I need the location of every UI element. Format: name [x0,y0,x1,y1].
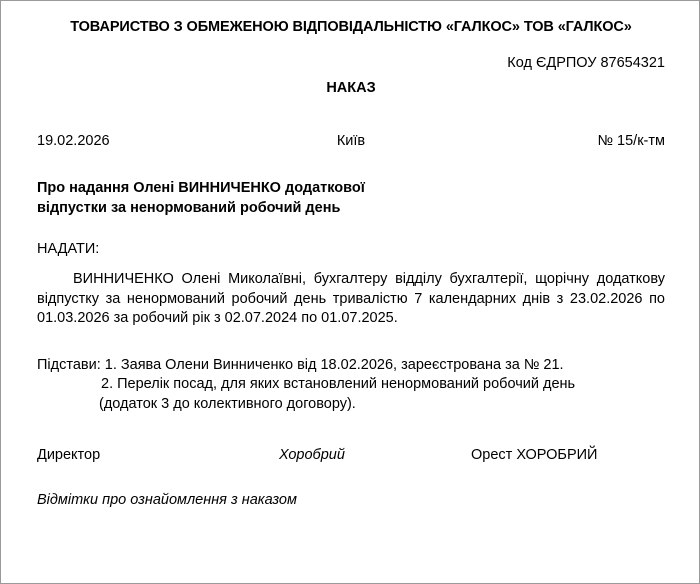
order-command: НАДАТИ: [37,241,100,257]
document-place: Київ [336,133,366,149]
organization-title: ТОВАРИСТВО З ОБМЕЖЕНОЮ ВІДПОВІДАЛЬНІСТЮ «ГАЛКОС» ТОВ «ГАЛКОС» [70,19,632,35]
document-number: № 15/к-тм [597,133,665,149]
signature-mark: Хоробрий [279,447,345,463]
acknowledgement-note: Відмітки про ознайомлення з наказом [37,492,297,508]
document-kind-title: НАКАЗ [326,80,376,96]
order-grounds [37,356,665,415]
signatory-position: Директор [37,447,101,463]
organization-code: Код ЄДРПОУ 87654321 [507,55,665,71]
document-subject: Про надання Олені ВИННИЧЕНКО додаткової відпустки за ненормований робочий день [37,180,365,216]
document-body [37,1,665,510]
order-body-text: ВИННИЧЕНКО Олені Миколаївні, бухгалтеру відділу бухгалтерії, щорічну додаткову відпустку за ненормований робочий день тривалістю 7 календарних днів з 23.02.2026 по 01.03.2026 за робочий рік з 02.07.2024 по 01.07.2025. [37,271,665,326]
grounds-line-1: Підстави: 1. Заява Олени Винниченко від 18.02.2026, зареєстрована за № 21. [37,356,564,373]
signature-row [37,445,665,465]
document-date: 19.02.2026 [37,133,110,149]
document-meta-row [37,131,665,151]
grounds-line-2: 2. Перелік посад, для яких встановлений ненормований робочий день [101,376,576,392]
grounds-line-3: (додаток 3 до колективного договору). [99,395,356,412]
signatory-name: Орест ХОРОБРИЙ [471,447,598,463]
